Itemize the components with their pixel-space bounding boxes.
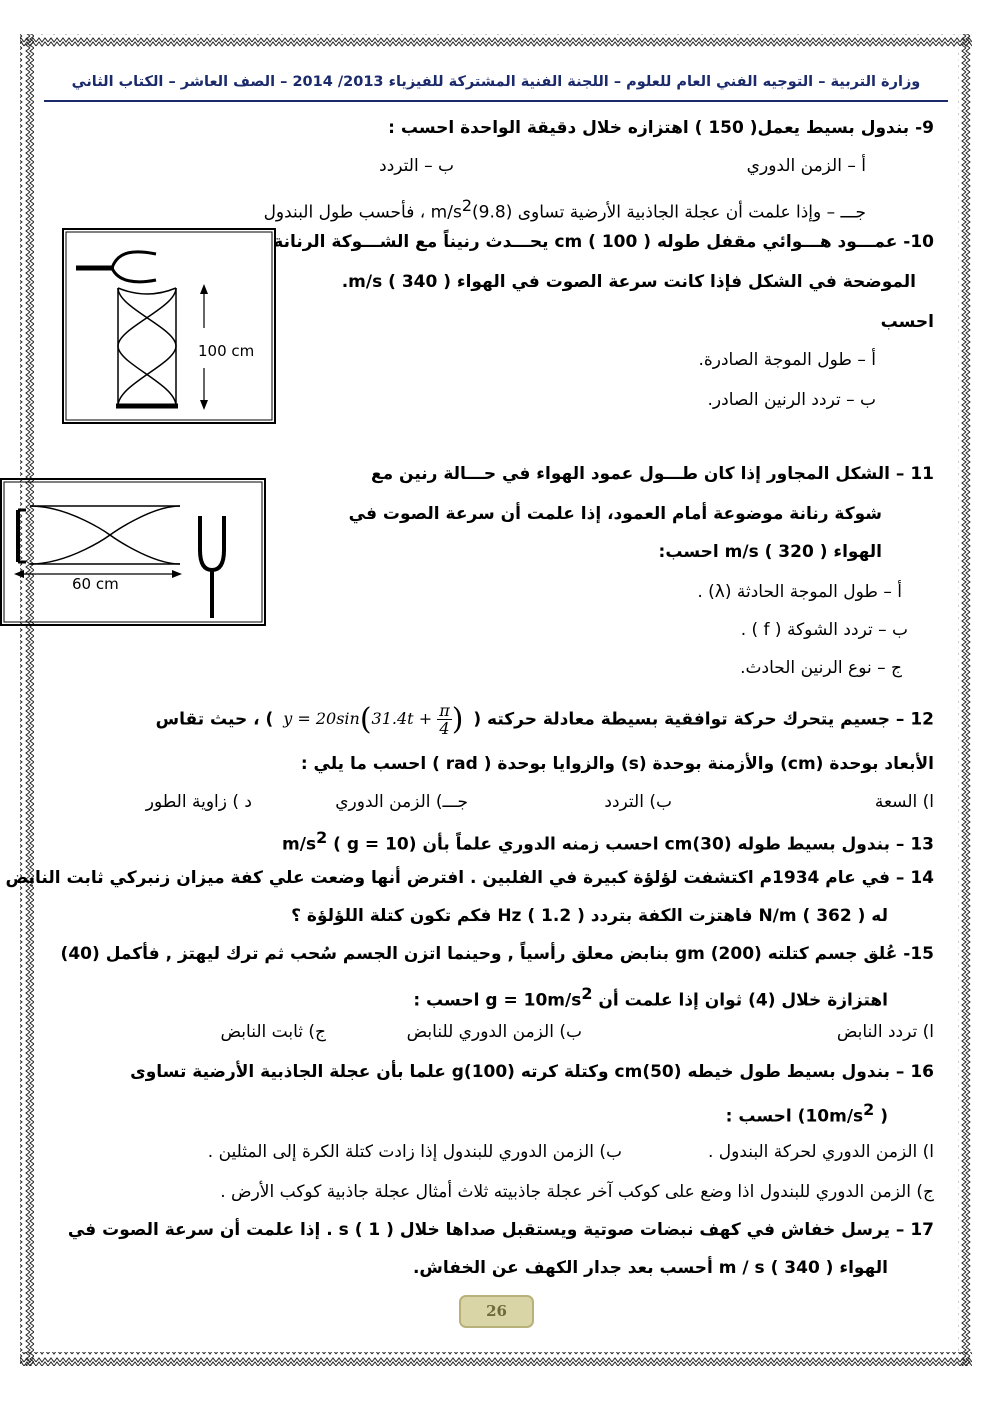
q15-part-a: ا) تردد النابض (836, 1022, 934, 1042)
q14-line1: 14 – في عام 1934م اكتشفت لؤلؤة كبيرة في الفلبين . افترض أنها وضعت علي كفة ميزان زنبركي ثابت النابض (5, 868, 934, 888)
q12-part-d: د ) زاوية الطور (145, 792, 252, 812)
q13-pre: 13 – بندول بسيط طوله (30)cm احسب زمنه الدوري علماً بأن m/s (282, 834, 934, 855)
q16-part-b: ب) الزمن الدوري للبندول إذا زادت كتلة الكرة إلى المثلين . (207, 1142, 622, 1162)
q11-line1: 11 – الشكل المجاور إذا كان طـــول عمود الهواء في حـــالة رنين مع (370, 464, 934, 484)
q15-line2-exp: 2 (581, 984, 593, 1003)
q12-part-a: ا) السعة (874, 792, 934, 812)
q12-stem-post: ) ، حيث تقاس (155, 709, 274, 730)
q15-line2 (413, 984, 888, 1011)
q9-stem: 9- بندول بسيط يعمل( 150 ) اهتزازه خلال دقيقة الواحدة احسب : (388, 118, 934, 138)
q16-line2-pre: ( 10m/s (805, 1106, 888, 1127)
q10-figure-label: 100 cm (198, 342, 255, 360)
q9-part-a: أ – الزمن الدوري (746, 156, 866, 176)
q10-line3: احسب (880, 312, 934, 332)
q11-figure (0, 478, 268, 628)
header-rule (44, 100, 948, 102)
q11-part-b: ب – تردد الشوكة ( f ) . (740, 620, 908, 640)
q11-part-a: أ – طول الموجة الحادثة (λ) . (697, 582, 902, 602)
q11-line2: شوكة رنانة موضوعة أمام العمود، إذا علمت أن سرعة الصوت في (348, 504, 882, 524)
q9-part-c-post: ، فأحسب طول البندول (263, 202, 431, 223)
page-number: 26 (459, 1295, 534, 1328)
q12-eq-y: y = 20sin (283, 709, 360, 728)
q16-line2-post: ) احسب : (725, 1106, 806, 1127)
q9-part-c (264, 196, 866, 223)
q13-post: ( g = 10) (327, 834, 417, 855)
q9-part-b: ب – التردد (379, 156, 454, 176)
q12-line2: الأبعاد بوحدة (cm) والأزمنة بوحدة (s) والزوايا بوحدة ( rad ) احسب ما يلي : (300, 754, 934, 774)
q14-line2: له N/m ( 362 ) فاهتزت الكفة بتردد Hz ( 1.2 ) فكم تكون كتلة اللؤلؤة ؟ (291, 906, 888, 926)
page-header: وزارة التربية – التوجيه الفني العام للعلوم – اللجنة الفنية المشتركة للفيزياء 2013/ 2014 – الصف العاشر – الكتاب الثاني (71, 74, 921, 90)
q13-stem (282, 828, 934, 855)
q15-part-b: ب) الزمن الدوري للنابض (406, 1022, 582, 1042)
q10-line2: الموضحة في الشكل فإذا كانت سرعة الصوت في الهواء m/s ( 340 ). (341, 272, 916, 292)
q16-line2-exp: 2 (863, 1100, 875, 1119)
q10-line1: 10- عمـــود هـــوائي مقفل طوله cm ( 100 ) يحـــدث رنيناً مع الشـــوكة الرنانة (273, 232, 934, 252)
q12-eq-arg: 31.4t + (371, 709, 433, 728)
q12-stem (156, 702, 934, 737)
q12-part-c: جـــ) الزمن الدوري (335, 792, 468, 812)
q17-line2: الهواء m / s ( 340 ) أحسب بعد جدار الكهف عن الخفاش. (412, 1258, 888, 1278)
q10-part-b: ب – تردد الرنين الصادر. (707, 390, 876, 410)
q12-equation: y = 20sin(31.4t + $\frac{\pi}{4}$ ) (283, 701, 464, 738)
q12-stem-pre: 12 – جسيم يتحرك حركة توافقية بسيطة معادلة حركته ( (473, 709, 934, 730)
q12-eq-den: 4 (439, 719, 450, 738)
q16-part-c: ج) الزمن الدوري للبندول اذا وضع على كوكب آخر عجلة جاذبيته ثلاث أمثال عجلة جاذبية كوكب الأرض . (220, 1182, 934, 1202)
q15-line2-post: احسب : (413, 990, 486, 1011)
q15-line2-pre: اهتزازة خلال (4) ثوان إذا علمت أن g = 10m/s (485, 990, 888, 1011)
q16-part-a: ا) الزمن الدوري لحركة البندول . (707, 1142, 934, 1162)
q15-part-c: ج) ثابت النابض (220, 1022, 326, 1042)
q10-figure (62, 228, 276, 424)
q12-part-b: ب) التردد (604, 792, 672, 812)
q10-part-a: أ – طول الموجة الصادرة. (698, 350, 876, 370)
q11-part-c: ج – نوع الرنين الحادث. (740, 658, 902, 678)
q9-part-c-pre: جـــ – وإذا علمت أن عجلة الجاذبية الأرضية تساوى (9.8)m/s (430, 202, 866, 223)
q16-line1: 16 – بندول بسيط طول خيطه (50)cm وكتلة كرته g(100) علما بأن عجلة الجاذبية الأرضية تساوى (130, 1062, 934, 1082)
q9-part-c-exp: 2 (461, 196, 472, 215)
q11-line3: الهواء m/s ( 320 ) احسب: (658, 542, 882, 562)
q15-line1: 15- عُلق جسم كتلته gm (200) بنابض معلق رأسياً , وحينما اتزن الجسم سُحب ثم ترك ليهتز , فأكمل (40) (60, 944, 934, 964)
q12-eq-num: π (439, 701, 450, 720)
q11-figure-label: 60 cm (72, 575, 119, 593)
q17-line1: 17 – يرسل خفاش في كهف نبضات صوتية ويستقبل صداها خلال s ( 1 ) . إذا علمت أن سرعة الصوت في (67, 1220, 934, 1240)
q13-exp: 2 (316, 828, 328, 847)
q16-line2 (726, 1100, 888, 1127)
